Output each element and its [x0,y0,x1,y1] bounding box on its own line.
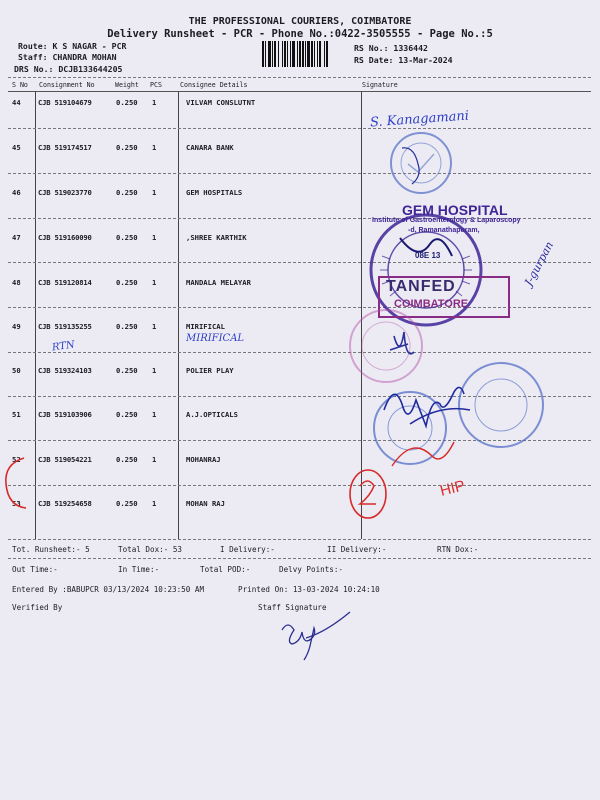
gem-hospital-stamp-line2: -d, Ramanathapuram, [408,227,480,234]
row-separator [8,485,591,486]
staff-signature-label: Staff Signature [258,603,327,612]
in-time: In Time:- [118,565,160,574]
row49-rtn-note: RTN [51,339,76,354]
red-hip-note: HIP [438,477,467,500]
row-consignment-no: CJB 519174517 [38,143,92,152]
table-bottom-rule [8,539,591,540]
table-top-rule [8,77,591,78]
staff-label: Staff: CHANDRA MOHAN [18,52,117,62]
row-sno: 53 [12,499,21,508]
row-consignment-no: CJB 519160090 [38,233,92,242]
canara-bank-round-stamp [388,130,454,196]
red-circle-row52 [0,454,30,514]
col-divider [178,91,179,539]
drs-number: DRS No.: DCJB133644205 [14,64,123,74]
row-separator [8,173,591,174]
row-consignment-no: CJB 519104679 [38,98,92,107]
row-consignee: MIRIFICAL [186,322,225,331]
row-consignment-no: CJB 519135255 [38,322,92,331]
col-header-sno: S No [12,81,28,89]
row-sno: 48 [12,278,21,287]
row-sno: 51 [12,410,21,419]
row-sno: 46 [12,188,21,197]
row-weight: 0.250 [116,499,138,508]
gem-hospital-stamp-line1: Institute of Gastroenterology & Laparoscopy [372,217,521,224]
row-weight: 0.250 [116,98,138,107]
row-sno: 50 [12,366,21,375]
route-label: Route: K S NAGAR - PCR [18,41,127,51]
row-consignment-no: CJB 519324103 [38,366,92,375]
total-pod: Total POD:- [200,565,251,574]
row-pcs: 1 [152,98,157,107]
rows50-51-signature-scribble [380,370,490,440]
row-consignee: A.J.OPTICALS [186,410,238,419]
stamp-date-mark: 08E 13 [415,251,441,260]
row-sno: 52 [12,455,21,464]
row-consignee: ,SHREE KARTHIK [186,233,247,242]
row-pcs: 1 [152,366,157,375]
col-header-pcs: PCS [150,81,162,89]
row-weight: 0.250 [116,278,138,287]
total-dox: Total Dox:- 53 [118,545,183,554]
row-consignee: POLIER PLAY [186,366,234,375]
row-separator [8,262,591,263]
row-weight: 0.250 [116,366,138,375]
document-subtitle: Delivery Runsheet - PCR - Phone No.:0422-3505555 - Page No.:5 [107,28,493,40]
row-weight: 0.250 [116,188,138,197]
row-consignee: GEM HOSPITALS [186,188,243,197]
row-pcs: 1 [152,322,157,331]
row-consignee: MOHANRAJ [186,455,221,464]
col-divider [35,91,36,539]
row-consignee: MANDALA MELAYAR [186,278,251,287]
delvy-points: Delvy Points:- [279,565,344,574]
row-pcs: 1 [152,143,157,152]
total-runsheet: Tot. Runsheet:- 5 [12,545,90,554]
row-consignment-no: CJB 519103906 [38,410,92,419]
i-delivery: I Delivery:- [220,545,275,554]
side-handwritten-note: J-gurpan [522,239,557,289]
ii-delivery: II Delivery:- [327,545,387,554]
row-separator [8,352,591,353]
row-consignment-no: CJB 519054221 [38,455,92,464]
row-sno: 47 [12,233,21,242]
col-header-weight: Weight [115,81,139,89]
col-header-consignee: Consignee Details [180,81,248,89]
row-sno: 45 [12,143,21,152]
row-consignee: CANARA BANK [186,143,234,152]
rs-date: RS Date: 13-Mar-2024 [354,55,453,65]
row-pcs: 1 [152,499,157,508]
row-weight: 0.250 [116,233,138,242]
row-weight: 0.250 [116,322,138,331]
rtn-dox: RTN Dox:- [437,545,479,554]
verified-by-label: Verified By [12,603,63,612]
staff-signature-scribble [276,608,356,658]
row-consignee: VILVAM CONSLUTNT [186,98,256,107]
row-pcs: 1 [152,188,157,197]
row-consignment-no: CJB 519120814 [38,278,92,287]
row49-consignee-handwritten: MIRIFICAL [186,333,245,344]
row44-handwritten-name: S. Kanagamani [369,108,470,131]
red-scribble [388,436,458,476]
row-consignee: MOHAN RAJ [186,499,225,508]
row-weight: 0.250 [116,143,138,152]
row-weight: 0.250 [116,410,138,419]
col-header-signature: Signature [362,81,398,89]
footer-rule [8,558,591,559]
row-pcs: 1 [152,278,157,287]
row-pcs: 1 [152,410,157,419]
printed-on: Printed On: 13-03-2024 10:24:10 [238,585,380,594]
rs-number: RS No.: 1336442 [354,43,428,53]
document-title: THE PROFESSIONAL COURIERS, COIMBATORE [188,16,412,27]
tanfed-stamp-name: TANFED [386,278,456,295]
barcode-image [262,41,348,67]
col-header-consignment: Consignment No [39,81,95,89]
gem-hospital-stamp-title: GEM HOSPITAL [402,202,508,218]
row-pcs: 1 [152,233,157,242]
row-weight: 0.250 [116,455,138,464]
table-header-rule [8,91,591,92]
row-separator [8,128,591,129]
out-time: Out Time:- [12,565,58,574]
row-consignment-no: CJB 519254658 [38,499,92,508]
row-consignment-no: CJB 519023770 [38,188,92,197]
row-sno: 44 [12,98,21,107]
row-pcs: 1 [152,455,157,464]
tanfed-stamp-city: COIMBATORE [394,298,469,310]
row-sno: 49 [12,322,21,331]
entered-by: Entered By :BABUPCR 03/13/2024 10:23:50 AM [12,585,205,594]
